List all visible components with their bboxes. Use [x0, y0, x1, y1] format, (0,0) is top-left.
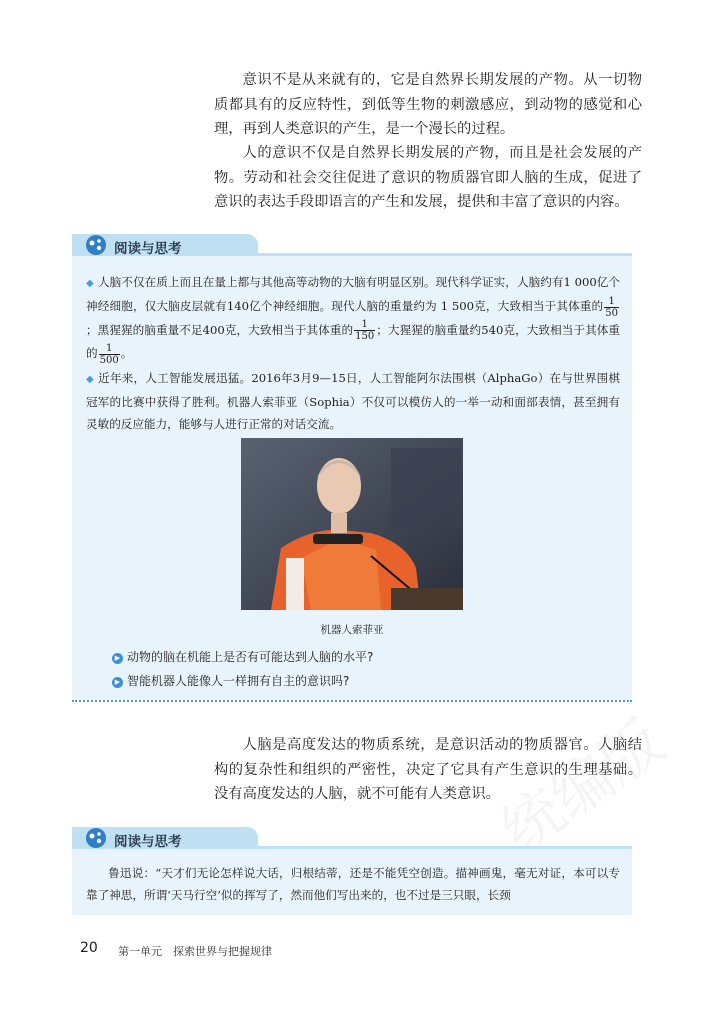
- photo-caption: 机器人索菲亚: [320, 624, 384, 636]
- dotted-divider: [72, 700, 632, 702]
- paragraph-consciousness-social: 人的意识不仅是自然界长期发展的产物，而且是社会发展的产物。劳动和社会交往促进了意识的物质器官即人脑的生成，促进了意识的表达手段即语言的产生和发展，提供和丰富了意识的内容。: [214, 145, 642, 210]
- arrow-bullet-icon: ▶: [112, 677, 123, 688]
- reading-item-brain: ◆ 人脑不仅在质上而且在量上都与其他高等动物的大脑有明显区别。现代科学证实，人脑约有1 000亿个神经细胞，仅大脑皮层就有140亿个神经细胞。现代人脑的重量约为 1 500克，大致相当于其体重的 $\frac{1}{50}$ ；黑猩猩的脑重量不足400克，大致相当于其体重的 $\frac{1}{150}$ ；大猩猩的脑重量约540克，大致相当于其体重的 $\frac{1}{500}$ 。: [86, 275, 620, 366]
- reading-item-ai: ◆ 近年来，人工智能发展迅猛。2016年3月9—15日，人工智能阿尔法围棋（AlphaGo）在与世界围棋冠军的比赛中获得了胜利。机器人索菲亚（Sophia）不仅可以模仿人的一举一动和面部表情，甚至拥有灵敏的反应能力，能够与人进行正常的对话交流。: [86, 371, 620, 431]
- page-number: 20: [80, 940, 98, 956]
- question-2: ▶ 智能机器人能像人一样拥有自主的意识吗?: [112, 672, 349, 689]
- reading-box-2-title: 阅读与思考: [114, 834, 182, 850]
- fraction-1-150: $\frac{1}{150}$: [355, 319, 375, 342]
- reading-item-luxun: 鲁迅说：“天才们无论怎样说大话，归根结蒂，还是不能凭空创造。描神画鬼，毫无对证，本可以专靠了神思，所谓‘天马行空’似的挥写了，然而他们写出来的，也不过是三只眼，长颈: [86, 866, 620, 902]
- diamond-bullet-icon: ◆: [86, 278, 94, 289]
- sophia-robot-photo: [241, 438, 463, 610]
- paragraph-human-brain: 人脑是高度发达的物质系统，是意识活动的物质器官。人脑结构的复杂性和组织的严密性，决定了它具有产生意识的生理基础。没有高度发达的人脑，就不可能有人类意识。: [214, 737, 642, 802]
- reading-thinking-icon: [84, 233, 108, 257]
- fraction-1-500: $\frac{1}{500}$: [99, 342, 119, 366]
- diamond-bullet-icon: ◆: [86, 374, 94, 385]
- fraction-1-50: $\frac{1}{50}$: [605, 295, 618, 319]
- reading-thinking-icon: [84, 826, 108, 850]
- paragraph-consciousness-origin: 意识不是从来就有的，它是自然界长期发展的产物。从一切物质都具有的反应特性，到低等生物的刺激感应，到动物的感觉和心理，再到人类意识的产生，是一个漫长的过程。: [214, 72, 642, 137]
- unit-title: 第一单元 探索世界与把握规律: [118, 945, 272, 958]
- question-1: ▶ 动物的脑在机能上是否有可能达到人脑的水平?: [112, 648, 373, 665]
- arrow-bullet-icon: ▶: [112, 653, 123, 664]
- reading-box-1-title: 阅读与思考: [114, 241, 182, 257]
